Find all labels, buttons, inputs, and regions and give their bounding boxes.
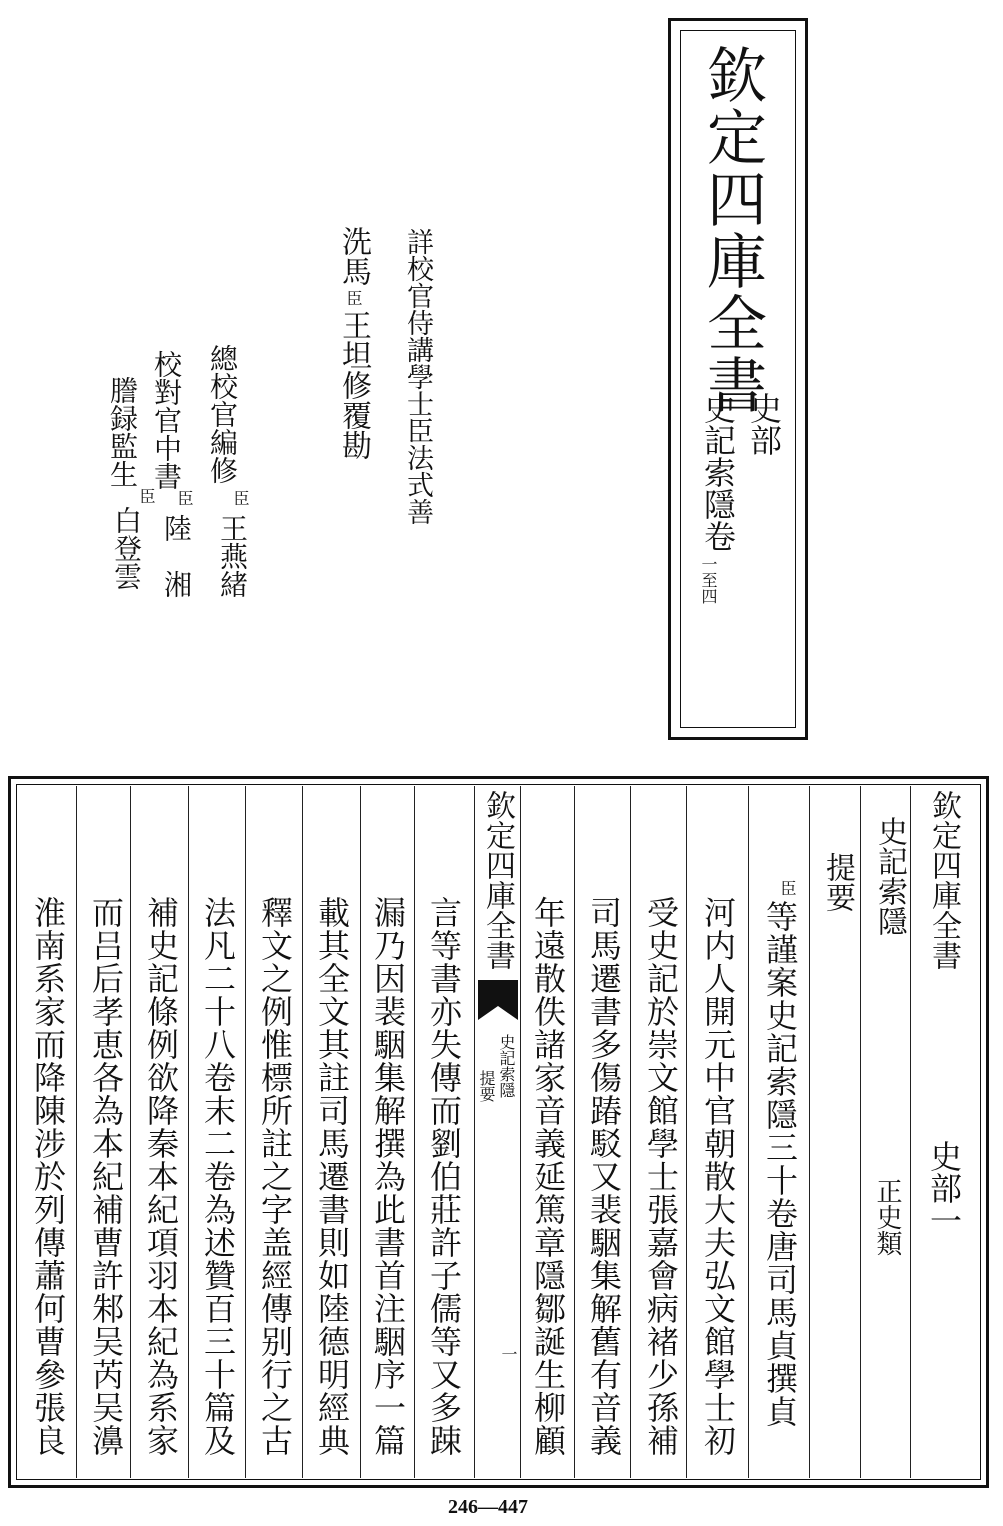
title-slip-category: 史部 — [745, 392, 783, 456]
column-rule — [76, 786, 77, 1478]
credit-chief-editor-name: 王燕緒 — [216, 514, 249, 598]
credit-reviewer-name: 王坦修覆勘 — [336, 310, 371, 460]
credit-chief-editor-title: 總校官編修 — [206, 344, 239, 484]
body-line-8: 載其全文其註司馬遷書則如陸德明經典 — [313, 896, 351, 1457]
title-slip-main-title: 欽定四庫全書 — [697, 44, 767, 416]
body-line-11: 補史記條例欲降秦本紀項羽本紀為系家 — [142, 896, 180, 1457]
credit-chief-editor-chen: 臣 — [231, 490, 250, 506]
column-rule — [809, 786, 810, 1478]
body-line-13: 淮南系家而降陳涉於列傳蕭何曹參張良 — [29, 896, 67, 1457]
page-book-name: 史記索隱 — [872, 816, 907, 936]
credit-reviewer-chen: 臣 — [344, 290, 363, 306]
center-title: 欽定四庫全書 — [480, 790, 515, 970]
body-line-7: 漏乃因裴駰集解撰為此書首注駰序一篇 — [369, 896, 407, 1457]
column-rule — [474, 786, 475, 1478]
column-rule — [520, 786, 521, 1478]
credit-proofreader: 詳校官侍講學士臣法式善 — [402, 228, 433, 525]
page-header-title: 欽定四庫全書 — [926, 790, 961, 970]
body-line-10: 法凡二十八卷末二卷為述贊百三十篇及 — [199, 896, 237, 1457]
credit-collator-chen: 臣 — [175, 490, 194, 506]
body-line-6: 言等書亦失傳而劉伯莊許子儒等又多踈 — [425, 896, 463, 1457]
page-category: 史部一 — [925, 1140, 963, 1236]
credit-reviewer-title: 洗馬 — [336, 226, 371, 286]
body-line-5: 年遠散佚諸家音義延篤章隱鄒誕生柳顧 — [529, 896, 567, 1457]
body-line-2: 河内人開元中官朝散大夫弘文館學士初 — [699, 896, 737, 1457]
page-subcategory: 正史類 — [872, 1178, 902, 1256]
column-rule — [748, 786, 749, 1478]
credit-copyist-chen: 臣 — [137, 488, 156, 504]
column-rule — [302, 786, 303, 1478]
center-section: 提要 — [477, 1070, 496, 1102]
column-rule — [630, 786, 631, 1478]
first-line-prefix: 臣 — [778, 880, 797, 896]
footer-page-code: 246—447 — [448, 1496, 528, 1518]
page-section: 提要 — [820, 852, 855, 912]
column-rule — [414, 786, 415, 1478]
column-rule — [574, 786, 575, 1478]
body-line-12: 而吕后孝恵各為本紀補曹許邾吴芮吴濞 — [87, 896, 125, 1457]
credit-collator-name: 陸 湘 — [160, 514, 193, 598]
credit-copyist-title: 謄録監生 — [106, 376, 139, 488]
credit-copyist-name: 白登雲 — [110, 506, 143, 590]
title-slip-volume-range: 一至四 — [699, 556, 718, 604]
body-line-1: 等謹案史記索隱三十卷唐司馬貞撰貞 — [761, 900, 799, 1428]
body-line-3: 受史記於崇文館學士張嘉會病褚少孫補 — [642, 896, 680, 1457]
column-rule — [360, 786, 361, 1478]
center-page-number: 一 — [499, 1346, 518, 1362]
column-rule — [860, 786, 861, 1478]
body-line-9: 釋文之例惟標所註之字盖經傳别行之古 — [256, 896, 294, 1457]
credit-collator-title: 校對官中書 — [150, 350, 183, 490]
column-rule — [188, 786, 189, 1478]
column-rule — [130, 786, 131, 1478]
body-line-4: 司馬遷書多傷踳駁又裴駰集解舊有音義 — [585, 896, 623, 1457]
column-rule — [686, 786, 687, 1478]
column-rule — [245, 786, 246, 1478]
title-slip-book-title: 史記索隱卷 — [699, 392, 737, 552]
center-book: 史記索隱 — [497, 1034, 516, 1098]
column-rule — [910, 786, 911, 1478]
